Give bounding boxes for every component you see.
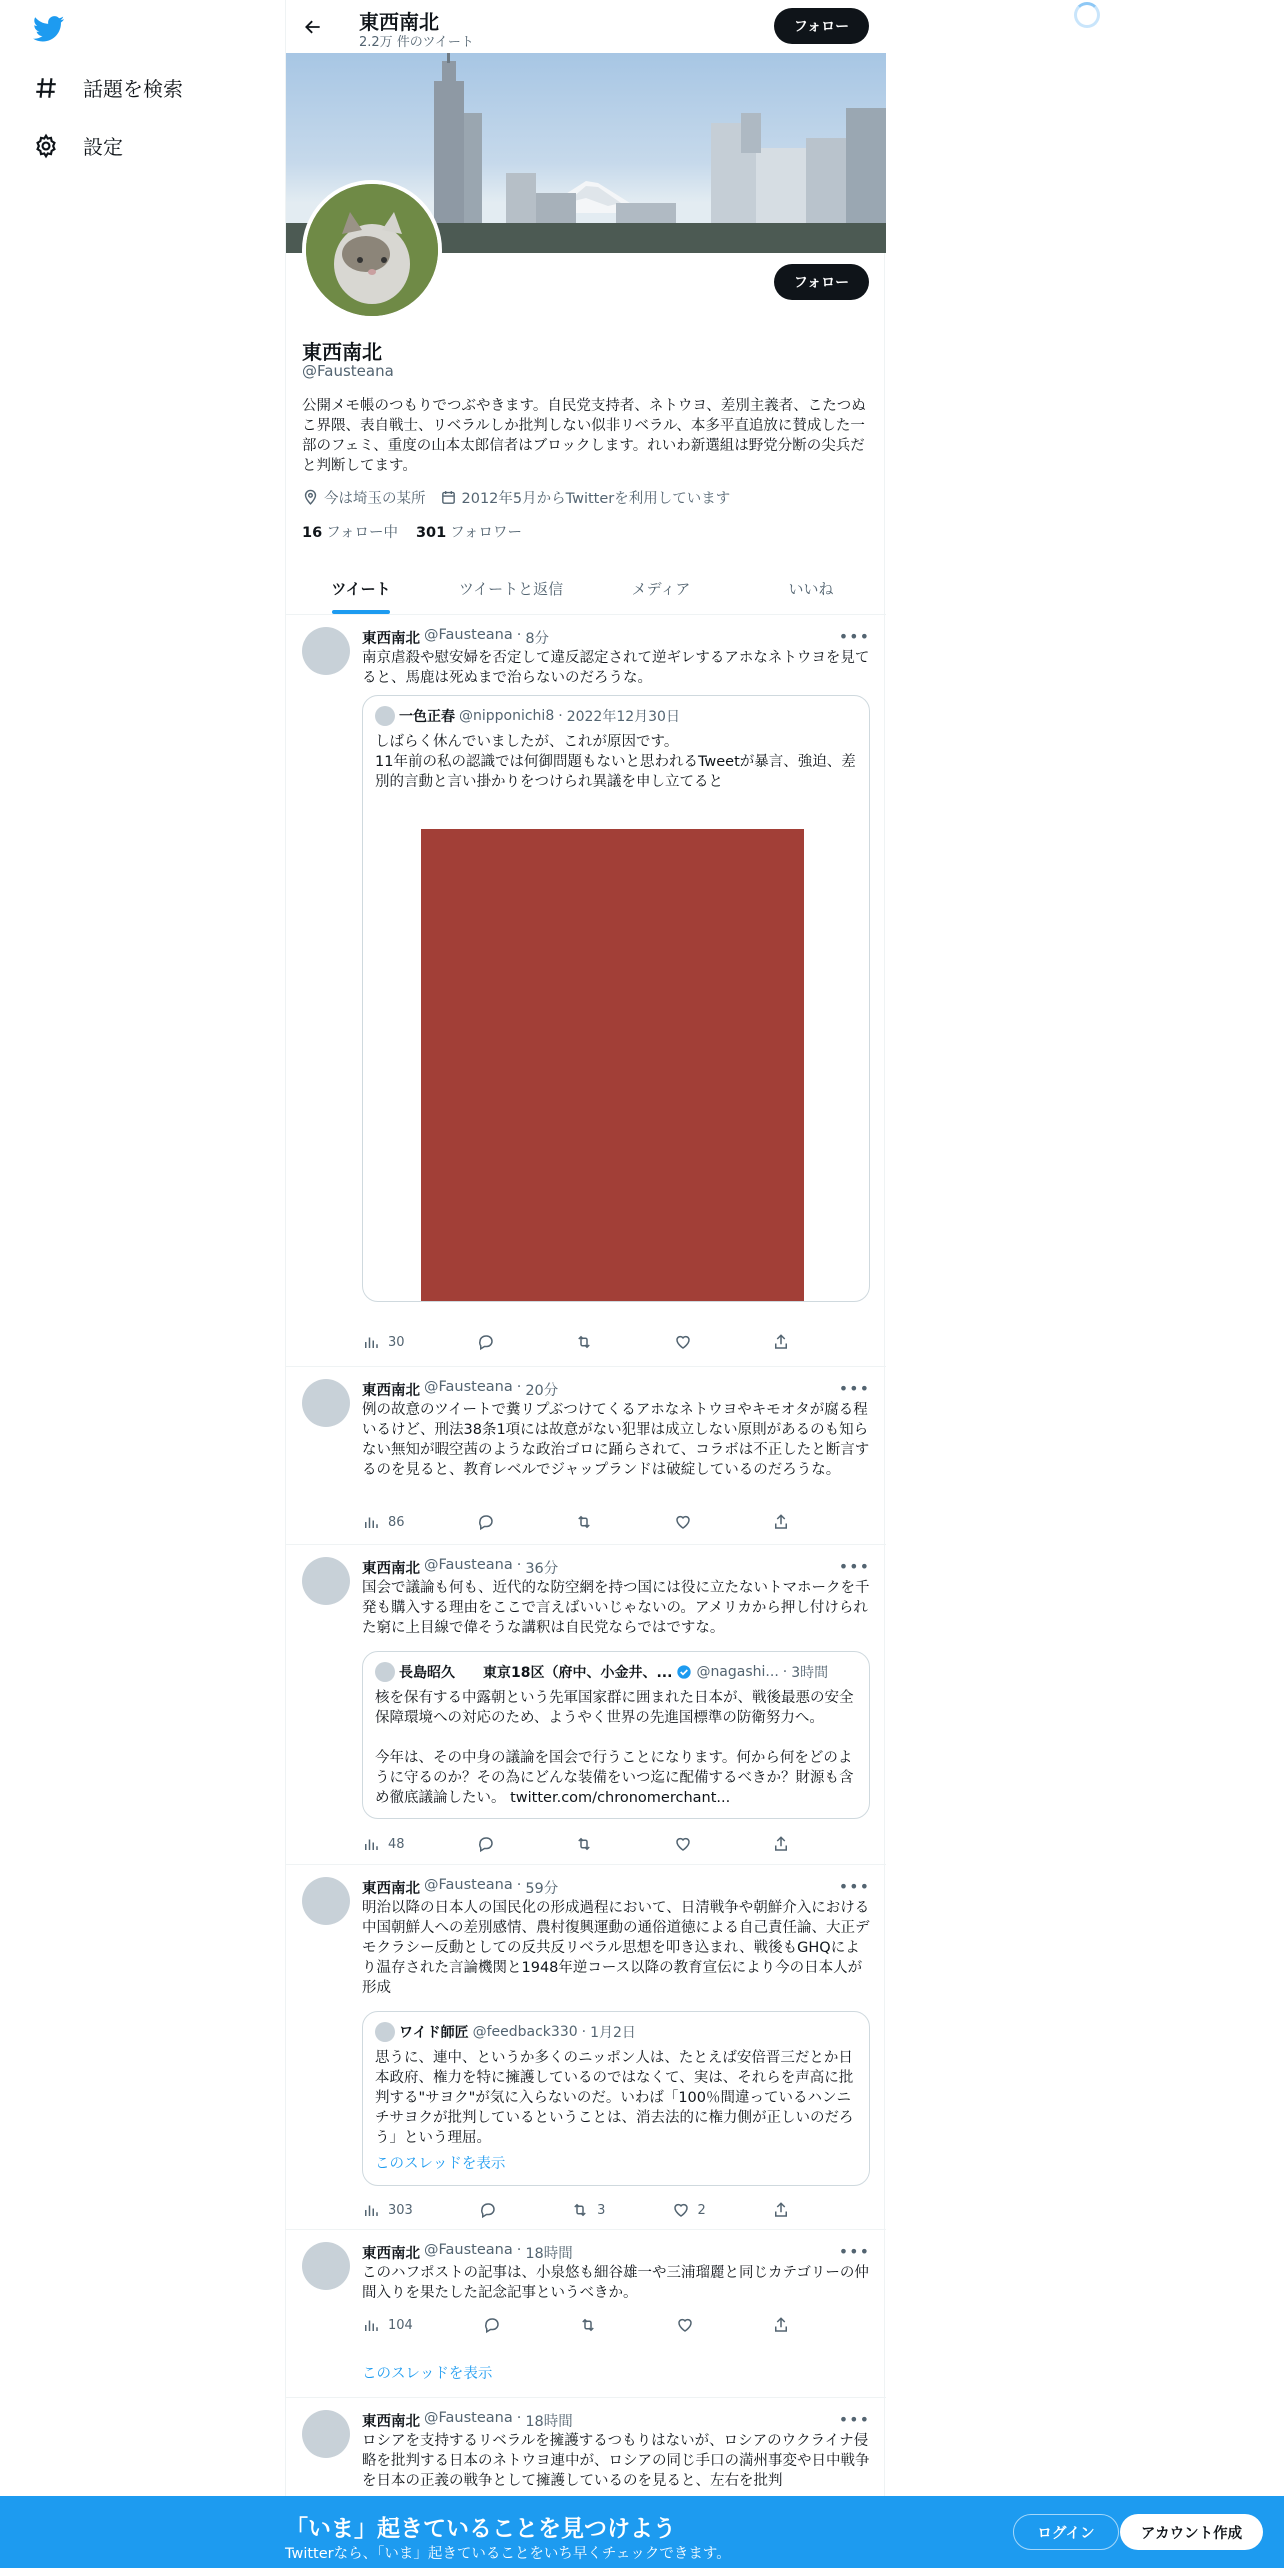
follow-stats <box>302 521 522 542</box>
profile-name: 東西南北 <box>302 340 382 364</box>
quote-time: 1月2日 <box>590 2025 636 2041</box>
tweet-time[interactable]: 59分 <box>525 1881 559 1897</box>
tab-tweets[interactable]: ツイート <box>286 562 436 614</box>
header-follow-button[interactable]: フォロー <box>774 8 869 44</box>
loading-spinner-icon <box>1074 2 1100 28</box>
tweet[interactable]: 東西南北 @Fausteana · 36分 ••• 国会で議論も何も、近代的な防空網を持つ国には役に立たないトマホークを千発も購入する理由をここで言えばいいじゃないの。アメリカから押し付けられた窮に上目線で偉そうな講釈は自民党ならではですな。 長島昭久 東京18区（府中、小金井、... @nagashi... · 3時間 核を保有する中露朝という先軍国家群に囲まれた日本が、戦後最悪の安全保障環境への対応のため、ようやく世界の先進国標準の防衛努力へ。 今年は、その中身の議論を国会で行うことになります。何から何をどのように守るのか？その為にどんな装備をいつ迄に配備するべきか？財源も含め徹底議論したい。 twitter.com/chronomerchant... 48 <box>286 1545 886 1865</box>
hashtag-icon <box>33 75 59 101</box>
quote-author-handle: @nipponichi8 <box>459 708 555 724</box>
tweet-author-name[interactable]: 東西南北 <box>362 631 420 647</box>
quote-author-handle: @nagashi... <box>696 1664 779 1680</box>
login-prompt-bar <box>0 2496 1284 2568</box>
retweet-button[interactable] <box>575 1513 601 1531</box>
sidebar-item-label: 話題を検索 <box>83 77 183 101</box>
location-pin-icon <box>302 489 319 506</box>
share-icon <box>772 1333 790 1351</box>
quote-media-image[interactable] <box>421 829 804 1302</box>
share-button[interactable] <box>772 1513 792 1531</box>
profile-header <box>286 0 886 53</box>
tweet-actions <box>362 2316 792 2334</box>
profile-tabs <box>286 562 886 615</box>
heart-icon <box>674 1333 692 1351</box>
share-icon <box>772 1835 790 1853</box>
tweet-author-handle[interactable]: @Fausteana <box>424 2410 513 2426</box>
page-title: 東西南北 <box>359 10 439 34</box>
tweet-avatar[interactable] <box>302 1379 350 1427</box>
gear-icon <box>33 133 59 159</box>
retweet-icon <box>575 1835 593 1853</box>
share-icon <box>772 1513 790 1531</box>
tweet-avatar[interactable] <box>302 2410 350 2458</box>
tweet-author-name[interactable]: 東西南北 <box>362 1881 420 1897</box>
profile-bio: 公開メモ帳のつもりでつぶやきます。自民党支持者、ネトウヨ、差別主義者、こたつぬこ界隈、表自戦士、リベラルしか批判しない似非リベラル、本多平直追放に賛成した一部のフェミ、重度の山本太郎信者はブロックします。れいわ新選組は野党分断の尖兵だと判断してます。 <box>302 398 866 474</box>
more-options-icon[interactable]: ••• <box>838 1379 870 1398</box>
tweet-author-handle[interactable]: @Fausteana <box>424 1877 513 1893</box>
quote-author-name: 長島昭久 東京18区（府中、小金井、... <box>399 1665 673 1681</box>
tweet-author-name[interactable]: 東西南北 <box>362 1561 420 1577</box>
share-button[interactable] <box>772 1333 792 1351</box>
profile-location: 今は埼玉の某所 <box>302 487 426 508</box>
reply-button[interactable] <box>477 1333 503 1351</box>
quote-author-name: 一色正春 <box>399 709 455 725</box>
quote-author-name: ワイド師匠 <box>399 2025 469 2041</box>
reply-icon <box>477 1513 495 1531</box>
retweet-button[interactable] <box>575 1333 601 1351</box>
quote-text: 核を保有する中露朝という先軍国家群に囲まれた日本が、戦後最悪の安全保障環境への対応のため、ようやく世界の先進国標準の防衛努力へ。 今年は、その中身の議論を国会で行うことになります。何から何をどのように守るのか？その為にどんな装備をいつ迄に配備するべきか？財源も含め徹底議論したい。 twitter.com/chronomerchant... <box>375 1690 854 1806</box>
analytics-icon <box>362 1333 380 1351</box>
tweet-time[interactable]: 18時間 <box>525 2246 573 2262</box>
views-button[interactable]: 104 <box>362 2316 413 2334</box>
analytics-icon <box>362 1835 380 1853</box>
profile-joined: 2012年5月からTwitterを利用しています <box>440 487 731 508</box>
analytics-icon <box>362 2201 380 2219</box>
tweet-avatar[interactable] <box>302 627 350 675</box>
tab-tweets-replies[interactable]: ツイートと返信 <box>458 579 564 598</box>
tweet-count: 2.2万 件のツイート <box>359 35 474 50</box>
back-button[interactable] <box>300 14 326 40</box>
tweet-text: 例の故意のツイートで糞リプぶつけてくるアホなネトウヨやキモオタが腐る程いるけど、刑法38条1項には故意がない犯罪は成立しない原則があるのも知らない無知が暇空茜のような政治ゴロに踊らされて、コラボは不正したと断言するのを見ると、教育レベルでジャップランドは破綻しているのだろうな。 <box>362 1402 870 1478</box>
cat-avatar-image <box>306 184 438 316</box>
reply-icon <box>483 2316 501 2334</box>
quote-text: しばらく休んでいましたが、これが原因です。 11年前の私の認識では何御問題もないと思われるTweetが暴言、強迫、差別的言動と言い掛かりをつけられ異議を申し立てると <box>375 734 856 790</box>
profile-meta <box>302 487 730 508</box>
more-options-icon[interactable]: ••• <box>838 1557 870 1576</box>
twitter-logo-icon[interactable] <box>33 16 65 42</box>
signup-button[interactable]: アカウント作成 <box>1120 2514 1263 2550</box>
retweet-button[interactable] <box>575 1835 601 1853</box>
quoted-tweet[interactable]: 一色正春 @nipponichi8 · 2022年12月30日 しばらく休んでいましたが、これが原因です。 11年前の私の認識では何御問題もないと思われるTweetが暴言、強迫、差別的言動と言い掛かりをつけられ異議を申し立てると <box>362 695 870 1302</box>
login-button[interactable]: ログイン <box>1013 2514 1119 2550</box>
more-options-icon[interactable]: ••• <box>838 627 870 646</box>
like-button[interactable] <box>674 1835 700 1853</box>
analytics-icon <box>362 1513 380 1531</box>
tweet-author-handle[interactable]: @Fausteana <box>424 1379 513 1395</box>
quote-time: 2022年12月30日 <box>566 709 680 725</box>
quote-author-handle: @feedback330 <box>472 2024 578 2040</box>
sidebar-item-settings[interactable] <box>33 131 123 160</box>
tweet[interactable]: 東西南北 @Fausteana · 8分 ••• 南京虐殺や慰安婦を否定して違反認定されて逆ギレするアホなネトウヨを見てると、馬鹿は死ぬまで治らないのだろうな。 一色正春 @nipponichi8 · 2022年12月30日 しばらく休んでいましたが、これが原因です。 11年前の私の認識では何御問題もないと思われるTweetが暴言、強迫、差別的言動と言い掛かりをつけられ異議を申し立てると 30 <box>286 615 886 1367</box>
quote-text: 思うに、連中、というか多くのニッポン人は、たとえば安倍晋三だとか日本政府、権力を特に擁護しているのではなくて、実は、それらを声高に批判する"サヨク"が気に入らないのだ。いわば「100％間違っているハンニチサヨクが批判しているということは、消去法的に権力側が正しいのだろう」という理屈。 <box>375 2050 854 2146</box>
views-button[interactable]: 30 <box>362 1333 405 1351</box>
profile-avatar[interactable] <box>302 180 442 320</box>
heart-icon <box>676 2316 694 2334</box>
tweet-time[interactable]: 18時間 <box>525 2414 573 2430</box>
following-link[interactable]: 16 フォロー中 <box>302 525 398 541</box>
profile-handle: @Fausteana <box>302 362 394 380</box>
reply-button[interactable] <box>483 2316 509 2334</box>
tweet-author-name[interactable]: 東西南北 <box>362 1383 420 1399</box>
tweet-text: このハフポストの記事は、小泉悠も細谷雄一や三浦瑠麗と同じカテゴリーの仲間入りを果たした記念記事というべきか。 <box>362 2265 869 2301</box>
like-button[interactable] <box>674 1513 700 1531</box>
quote-time: 3時間 <box>791 1665 829 1681</box>
tweet-time[interactable]: 36分 <box>525 1561 559 1577</box>
tweet-author-handle[interactable]: @Fausteana <box>424 1557 513 1573</box>
more-options-icon[interactable]: ••• <box>838 2410 870 2429</box>
arrow-left-icon <box>303 17 323 37</box>
quoted-tweet[interactable]: 長島昭久 東京18区（府中、小金井、... @nagashi... · 3時間 核を保有する中露朝という先軍国家群に囲まれた日本が、戦後最悪の安全保障環境への対応のため、ようやく世界の先進国標準の防衛努力へ。 今年は、その中身の議論を国会で行うことになります。何から何をどのように守るのか？その為にどんな装備をいつ迄に配備するべきか？財源も含め徹底議論したい。 twitter.com/chronomerchant... <box>362 1651 870 1819</box>
tweet-avatar[interactable] <box>302 1877 350 1925</box>
tweet-author-handle[interactable]: @Fausteana <box>424 2242 513 2258</box>
reply-button[interactable] <box>477 1835 503 1853</box>
like-button[interactable] <box>674 1333 700 1351</box>
views-button[interactable]: 48 <box>362 1835 405 1853</box>
tweet-author-handle[interactable]: @Fausteana <box>424 627 513 643</box>
retweet-icon <box>575 1333 593 1351</box>
sidebar-item-label: 設定 <box>83 135 123 159</box>
tweet-text: 南京虐殺や慰安婦を否定して違反認定されて逆ギレするアホなネトウヨを見てると、馬鹿は死ぬまで治らないのだろうな。 <box>362 650 870 686</box>
reply-button[interactable] <box>477 1513 503 1531</box>
reply-icon <box>477 1333 495 1351</box>
main-column <box>285 0 885 2568</box>
tweet-time[interactable]: 8分 <box>525 631 550 647</box>
tweet-author-name[interactable]: 東西南北 <box>362 2414 420 2430</box>
share-icon <box>772 2316 790 2334</box>
share-button[interactable] <box>772 2316 792 2334</box>
quoted-tweet[interactable]: ワイド師匠 @feedback330 · 1月2日 思うに、連中、というか多くのニッポン人は、たとえば安倍晋三だとか日本政府、権力を特に擁護しているのではなくて、実は、それらを声高に批判する"サヨク"が気に入らないのだ。いわば「100％間違っているハンニチサヨクが批判しているということは、消去法的に権力側が正しいのだろう」という理屈。 このスレッドを表示 <box>362 2011 870 2186</box>
tweet-actions <box>362 1835 792 1853</box>
tweet[interactable]: 東西南北 @Fausteana · 20分 ••• 例の故意のツイートで糞リプぶつけてくるアホなネトウヨやキモオタが腐る程いるけど、刑法38条1項には故意がない犯罪は成立しない原則があるのも知らない無知が暇空茜のような政治ゴロに踊らされて、コラボは不正したと断言するのを見ると、教育レベルでジャップランドは破綻しているのだろうな。 86 <box>286 1367 886 1545</box>
reply-icon <box>477 1835 495 1853</box>
verified-badge-icon <box>676 1664 692 1680</box>
tab-likes[interactable]: いいね <box>788 579 834 598</box>
retweet-icon <box>571 2201 589 2219</box>
tweet-avatar[interactable] <box>302 2242 350 2290</box>
tweet-actions <box>362 1333 792 1351</box>
login-prompt-subtitle: Twitterなら、「いま」起きていることをいち早くチェックできます。 <box>285 2546 731 2562</box>
reply-button[interactable] <box>479 2201 505 2219</box>
tweet[interactable]: 東西南北 @Fausteana · 18時間 ••• ロシアを支持するリベラルを擁護するつもりはないが、ロシアのウクライナ侵略を批判する日本のネトウヨ連中が、ロシアの同じ手口の満州事変や日中戦争を日本の正義の戦争として擁護しているのを見ると、左右を批判 <box>286 2398 886 2568</box>
show-thread-link[interactable]: このスレッドを表示 <box>362 2366 493 2382</box>
reply-icon <box>479 2201 497 2219</box>
followers-link[interactable]: 301 フォロワー <box>415 525 523 541</box>
tweet[interactable]: 東西南北 @Fausteana · 59分 ••• 明治以降の日本人の国民化の形成過程において、日清戦争や朝鮮介入における中国朝鮮人への差別感情、農村復興運動の通俗道徳による自己責任論、大正デモクラシー反動としての反共反リベラル思想を叩き込まれ、戦後もGHQにより温存された言論機関と1948年逆コース以降の教育宣伝により今の日本人が形成 ワイド師匠 @feedback330 · 1月2日 思うに、連中、というか多くのニッポン人は、たとえば安倍晋三だとか日本政府、権力を特に擁護しているのではなくて、実は、それらを声高に批判する"サヨク"が気に入らないのだ。いわば「100％間違っているハンニチサヨクが批判しているということは、消去法的に権力側が正しいのだろう」という理屈。 このスレッドを表示 303 3 2 <box>286 1865 886 2230</box>
tweet-text: 明治以降の日本人の国民化の形成過程において、日清戦争や朝鮮介入における中国朝鮮人への差別感情、農村復興運動の通俗道徳による自己責任論、大正デモクラシー反動としての反共反リベラル思想を叩き込まれ、戦後もGHQにより温存された言論機関と1948年逆コース以降の教育宣伝により今の日本人が形成 <box>362 1900 870 1996</box>
login-prompt-title: 「いま」起きていることを見つけよう <box>285 2516 676 2542</box>
tweet-author-name[interactable]: 東西南北 <box>362 2246 420 2262</box>
tweet-text: 国会で議論も何も、近代的な防空網を持つ国には役に立たないトマホークを千発も購入する理由をここで言えばいいじゃないの。アメリカから押し付けられた窮に上目線で偉そうな講釈は自民党ならではですな。 <box>362 1580 870 1636</box>
heart-icon <box>674 1513 692 1531</box>
retweet-icon <box>575 1513 593 1531</box>
profile-follow-button[interactable]: フォロー <box>774 264 869 300</box>
views-button[interactable]: 303 <box>362 2201 413 2219</box>
more-options-icon[interactable]: ••• <box>838 1877 870 1896</box>
tab-media[interactable]: メディア <box>631 579 691 598</box>
calendar-icon <box>440 489 457 506</box>
heart-icon <box>672 2201 690 2219</box>
tweet-actions <box>362 1513 792 1531</box>
quote-show-thread-link[interactable]: このスレッドを表示 <box>375 2156 506 2172</box>
more-options-icon[interactable]: ••• <box>838 2242 870 2261</box>
share-icon <box>772 2201 790 2219</box>
share-button[interactable] <box>772 1835 792 1853</box>
sidebar-item-explore[interactable] <box>33 73 183 102</box>
tweet-avatar[interactable] <box>302 1557 350 1605</box>
retweet-icon <box>579 2316 597 2334</box>
retweet-button[interactable] <box>579 2316 605 2334</box>
quote-avatar <box>375 1662 395 1682</box>
quote-avatar <box>375 706 395 726</box>
like-button[interactable]: 2 <box>672 2201 706 2219</box>
tweet-time[interactable]: 20分 <box>525 1383 559 1399</box>
analytics-icon <box>362 2316 380 2334</box>
like-button[interactable] <box>676 2316 702 2334</box>
heart-icon <box>674 1835 692 1853</box>
tweet-text: ロシアを支持するリベラルを擁護するつもりはないが、ロシアのウクライナ侵略を批判する日本のネトウヨ連中が、ロシアの同じ手口の満州事変や日中戦争を日本の正義の戦争として擁護しているのを見ると、左右を批判 <box>362 2433 870 2489</box>
share-button[interactable] <box>772 2201 792 2219</box>
retweet-button[interactable]: 3 <box>571 2201 605 2219</box>
quote-avatar <box>375 2022 395 2042</box>
tweet[interactable]: 東西南北 @Fausteana · 18時間 ••• このハフポストの記事は、小泉悠も細谷雄一や三浦瑠麗と同じカテゴリーの仲間入りを果たした記念記事というべきか。 104 このスレッドを表示 <box>286 2230 886 2398</box>
views-button[interactable]: 86 <box>362 1513 405 1531</box>
tweet-actions <box>362 2201 792 2219</box>
